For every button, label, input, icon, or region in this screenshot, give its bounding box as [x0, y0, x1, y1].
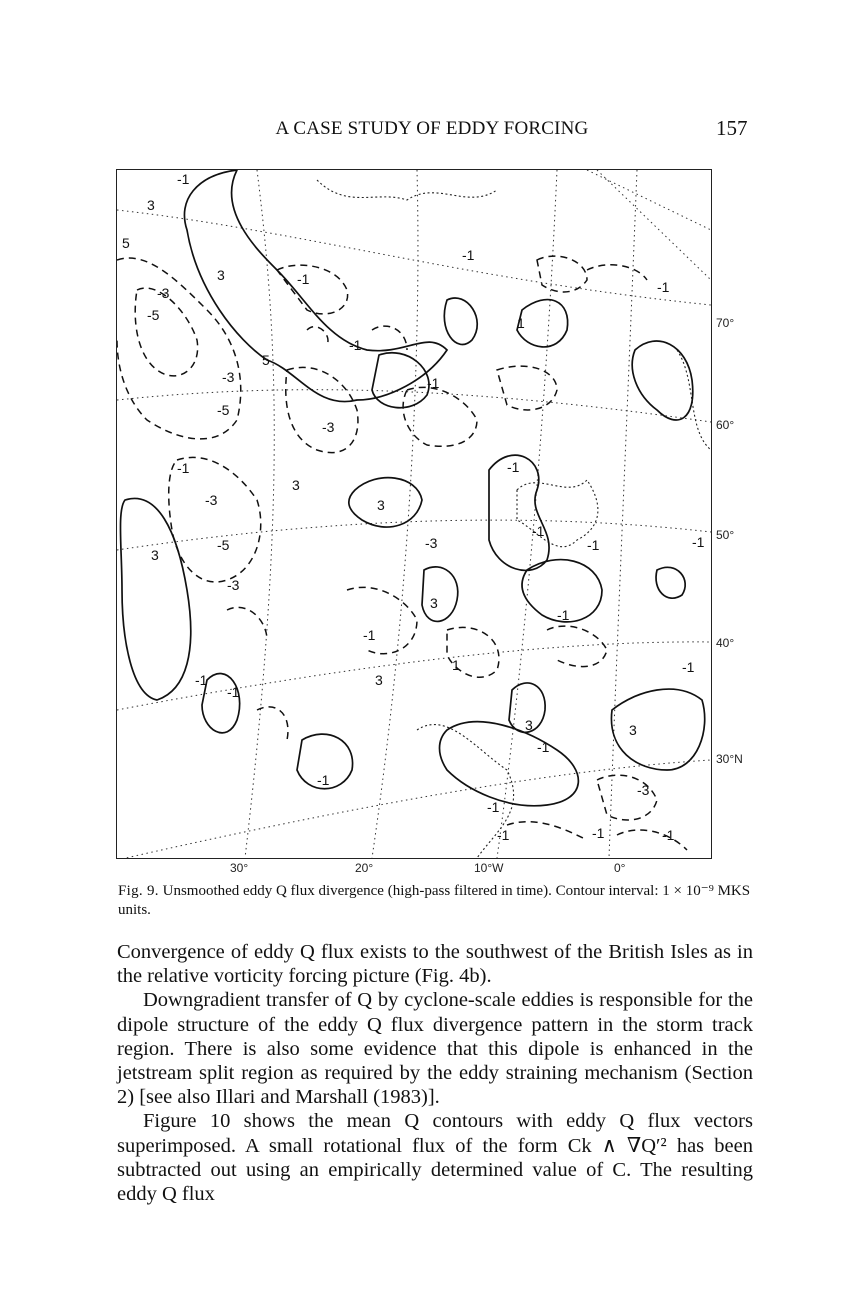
- running-title: A CASE STUDY OF EDDY FORCING: [275, 118, 589, 139]
- coastlines: [317, 180, 711, 858]
- contour-label: -3: [227, 577, 240, 593]
- contour-label: -1: [227, 684, 240, 700]
- contour-label: 1: [517, 315, 525, 331]
- contour-label: 1: [452, 657, 460, 673]
- negative-contours: [117, 256, 687, 850]
- contour-label: -1: [177, 171, 190, 187]
- page-header: [0, 116, 864, 146]
- paragraph-1: Convergence of eddy Q flux exists to the southwest of the British Isles as in the relative vorticity forcing picture (Fig. 4b).: [117, 941, 753, 988]
- contour-label: -1: [297, 271, 310, 287]
- contour-label: -1: [427, 375, 440, 391]
- contour-label: -1: [363, 627, 376, 643]
- contour-label: 5: [262, 352, 270, 368]
- contour-label: -3: [425, 535, 438, 551]
- contour-label: 3: [525, 717, 533, 733]
- contour-label: -1: [682, 659, 695, 675]
- contour-label: 3: [375, 672, 383, 688]
- contour-label: 3: [292, 477, 300, 493]
- contour-label: 3: [377, 497, 385, 513]
- caption-text: Unsmoothed eddy Q flux divergence (high-pass filtered in time). Contour interval: 1 × 10⁻⁹ MKS units.: [118, 883, 751, 918]
- contour-label: -1: [349, 337, 362, 353]
- contour-label: -3: [637, 782, 650, 798]
- contour-label: -1: [497, 827, 510, 843]
- contour-label: 3: [151, 547, 159, 563]
- contour-label: -1: [592, 825, 605, 841]
- paragraph-3: Figure 10 shows the mean Q contours with eddy Q flux vectors superimposed. A small rotational flux of the form Ck ∧ ∇Q′² has been subtracted out using an empirically determined value of C. The resulting eddy Q flux: [117, 1110, 753, 1206]
- contour-label: -1: [692, 534, 705, 550]
- contour-label: 3: [147, 197, 155, 213]
- lat-label-70: 70°: [716, 316, 735, 330]
- contour-label: -1: [177, 460, 190, 476]
- lat-label-50: 50°: [716, 528, 735, 542]
- figure-caption: [118, 882, 758, 920]
- contour-label: -1: [662, 827, 675, 843]
- contour-label: -5: [147, 307, 160, 323]
- contour-label: -5: [217, 537, 230, 553]
- contour-label: -3: [157, 285, 170, 301]
- paragraph-2: Downgradient transfer of Q by cyclone-scale eddies is responsible for the dipole structure of the eddy Q flux divergence pattern in the storm track region. There is also some evidence that this dipole is enhanced in the jetstream split region as required by the eddy straining mechanism (Section 2) [see also Illari and Marshall (1983)].: [117, 989, 753, 1109]
- contour-map: [117, 170, 711, 858]
- lon-label-0: 0°: [614, 861, 626, 875]
- contour-label: -1: [317, 772, 330, 788]
- contour-label: -1: [195, 672, 208, 688]
- contour-label: 3: [217, 267, 225, 283]
- contour-label: -1: [537, 739, 550, 755]
- contour-label: -3: [205, 492, 218, 508]
- contour-label: -1: [507, 459, 520, 475]
- lon-label-10w: 10°W: [474, 861, 504, 875]
- lat-label-40: 40°: [716, 636, 735, 650]
- contour-label: -1: [462, 247, 475, 263]
- contour-label: -5: [217, 402, 230, 418]
- contour-label: -1: [487, 799, 500, 815]
- contour-label: -1: [587, 537, 600, 553]
- contour-label: 3: [629, 722, 637, 738]
- contour-label: -1: [657, 279, 670, 295]
- contour-label: -3: [222, 369, 235, 385]
- lat-label-60: 60°: [716, 418, 735, 432]
- contour-label: 5: [122, 235, 130, 251]
- contour-label: 3: [430, 595, 438, 611]
- contour-label: -3: [322, 419, 335, 435]
- lon-label-20: 20°: [355, 861, 374, 875]
- caption-label: Fig. 9.: [118, 883, 159, 899]
- body-text: [117, 940, 753, 1206]
- graticule: [117, 170, 711, 858]
- lon-label-30: 30°: [230, 861, 249, 875]
- contour-label: -1: [532, 523, 545, 539]
- contour-map-figure: [116, 169, 712, 859]
- lat-label-30n: 30°N: [716, 752, 743, 766]
- contour-label: -1: [557, 607, 570, 623]
- page-number: 157: [716, 116, 748, 140]
